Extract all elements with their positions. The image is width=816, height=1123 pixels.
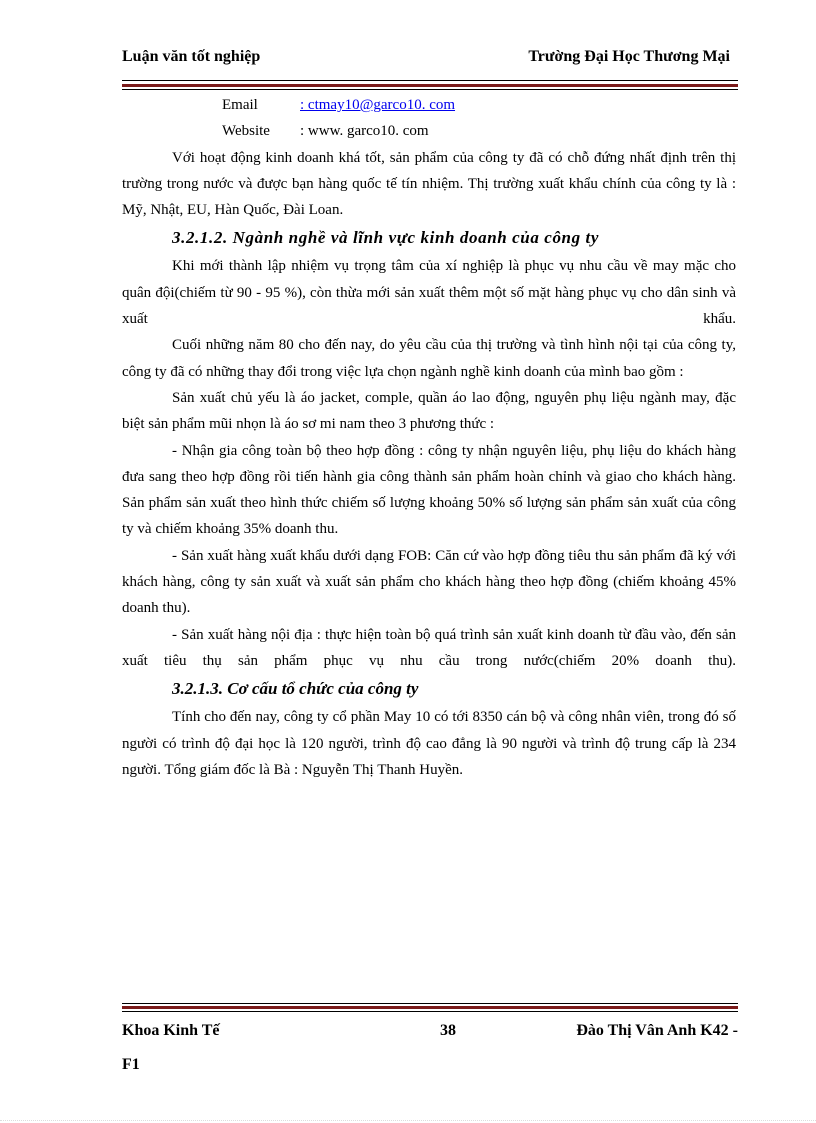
website-label: Website <box>222 123 270 140</box>
page-footer <box>122 1014 738 1082</box>
section-heading-3-2-1-3: 3.2.1.3. Cơ cấu tổ chức của công ty <box>172 679 419 699</box>
page-body <box>122 92 736 783</box>
section-heading-3-2-1-2: 3.2.1.2. Ngành nghề và lĩnh vực kinh doanh của công ty <box>172 228 600 248</box>
paragraph-7: Tính cho đến nay, công ty cổ phần May 10 có tới 8350 cán bộ và công nhân viên, trong đó số người có trình độ đại học là 120 người, trình độ cao đẳng là 90 người và trình độ trung cấp là 234 người. Tổng giám đốc là Bà : Nguyễn Thị Thanh Huyền. <box>122 709 736 778</box>
footer-rule-bottom <box>122 1011 738 1012</box>
email-link[interactable]: : ctmay10@garco10. com <box>300 97 456 113</box>
footer-class: F1 <box>122 1056 140 1073</box>
footer-author: Đào Thị Vân Anh K42 - <box>576 1022 738 1039</box>
footer-faculty: Khoa Kinh Tế <box>122 1022 220 1039</box>
paragraph-6: - Sản xuất hàng nội địa : thực hiện toàn bộ quá trình sản xuất kinh doanh từ đầu vào, đến sản xuất tiêu thụ sản phẩm phục vụ nhu cầu trong nước(chiếm 20% doanh thu). <box>122 626 736 669</box>
header-rule <box>122 80 738 81</box>
header-rule-bottom <box>122 89 738 90</box>
header-thesis-title: Luận văn tốt nghiệp <box>122 48 261 65</box>
paragraph-5: - Sản xuất hàng xuất khẩu dưới dạng FOB: Căn cứ vào hợp đồng tiêu thu sản phẩm đã ký với khách hàng, công ty sản xuất và xuất sản phẩm cho khách hàng theo hợp đồng (chiếm khoảng 45% doanh thu). <box>122 547 736 617</box>
page-number: 38 <box>440 1022 456 1039</box>
paragraph-3: Sản xuất chủ yếu là áo jacket, comple, quần áo lao động, nguyên phụ liệu ngành may, đặc biệt sản phẩm mũi nhọn là áo sơ mi nam theo 3 phương thức : <box>122 389 736 433</box>
contact-email-row <box>122 92 736 118</box>
page-edge-dotted <box>0 1120 816 1121</box>
paragraph-intro: Với hoạt động kinh doanh khá tốt, sản phẩm của công ty đã có chỗ đứng nhất định trên thị trường trong nước và được bạn hàng quốc tế tín nhiệm. Thị trường xuất khẩu chính của công ty là : Mỹ, Nhật, EU, Hàn Quốc, Đài Loan. <box>122 149 736 219</box>
footer-rule-top <box>122 1003 738 1004</box>
paragraph-1: Khi mới thành lập nhiệm vụ trọng tâm của xí nghiệp là phục vụ nhu cầu về may mặc cho quân đội(chiếm từ 90 - 95 %), còn thừa mới sản xuất thêm một số mặt hàng phục vụ cho dân sinh và xuất khẩu. <box>122 258 736 328</box>
email-label: Email <box>222 97 258 113</box>
header-university: Trường Đại Học Thương Mại <box>528 48 730 65</box>
contact-website-row <box>122 118 736 144</box>
website-value: : www. garco10. com <box>300 123 429 140</box>
paragraph-4: - Nhận gia công toàn bộ theo hợp đồng : công ty nhận nguyên liệu, phụ liệu do khách hàng đưa sang theo hợp đồng rồi tiến hành gia công thành sản phẩm hoàn chỉnh và giao cho khách hàng. Sản phẩm sản xuất theo hình thức chiếm số lượng khoảng 50% số lượng sản phẩm sản xuất của công ty và chiếm khoảng 35% doanh thu. <box>122 442 736 538</box>
footer-rule-thick <box>122 1006 738 1009</box>
paragraph-2: Cuối những năm 80 cho đến nay, do yêu cầu của thị trường và tình hình nội tại của công ty, công ty đã có những thay đổi trong việc lựa chọn ngành nghề kinh doanh của mình bao gồm : <box>122 337 736 380</box>
header-rule-thick <box>122 84 738 87</box>
page-header <box>122 48 738 72</box>
